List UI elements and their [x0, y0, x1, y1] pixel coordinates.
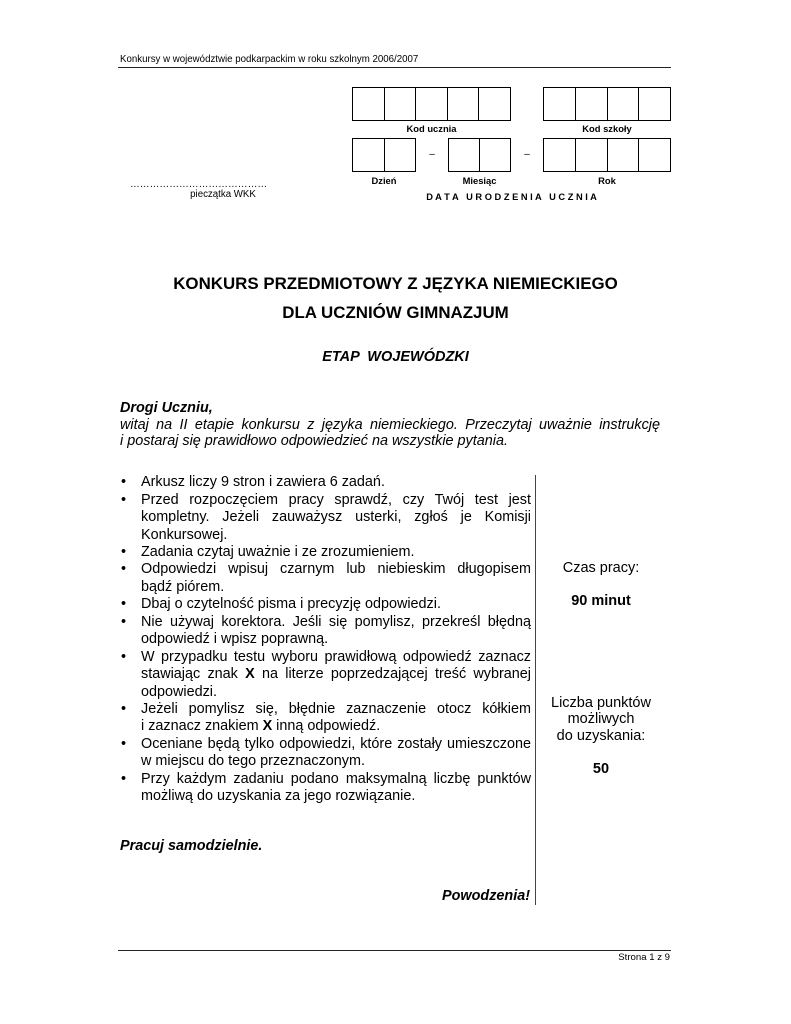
line-text: i zaznacz znakiem [141, 718, 263, 735]
bullet-icon: • [121, 561, 127, 578]
page-subtitle: DLA UCZNIÓW GIMNAZJUM [282, 303, 509, 322]
header-text: Konkursy w województwie podkarpackim w roku szkolnym 2006/2007 [120, 54, 419, 65]
school-code-box [544, 88, 576, 120]
instruction-line: Arkusz liczy 9 stron i zawiera 6 zadań. [141, 474, 385, 491]
birth-date-caption: D A T A U R O D Z E N I A U C Z N I A [426, 192, 597, 202]
student-code-box [448, 88, 480, 120]
time-value: 90 minut [571, 592, 631, 609]
instruction-item [118, 596, 532, 613]
bullet-icon: • [121, 491, 127, 508]
bullet-icon: • [121, 613, 127, 630]
instruction-item [118, 771, 532, 806]
instruction-line: Zadania czytaj uważnie i ze zrozumieniem. [141, 544, 415, 561]
bullet-icon: • [121, 474, 127, 491]
birth-month-box [449, 139, 480, 171]
points-value: 50 [592, 760, 610, 777]
greeting: Drogi Uczniu, [120, 399, 213, 416]
year-label: Rok [598, 175, 616, 186]
instruction-item [118, 561, 532, 596]
work-alone-note: Pracuj samodzielnie. [120, 837, 263, 854]
line-text: na literze poprzedzającej treść wybranej [254, 666, 531, 683]
instruction-item [118, 701, 532, 736]
intro-line: i postaraj się prawidłowo odpowiedzieć na wszystkie pytania. [120, 432, 508, 449]
line-text: stawiając znak [141, 666, 246, 683]
header-rule [118, 67, 671, 68]
instruction-item [118, 492, 532, 544]
mark-x: X [245, 666, 255, 683]
time-label: Czas pracy: [562, 559, 640, 576]
date-separator: – [524, 149, 530, 160]
instruction-line: możliwą do uzyskania za jego rozwiązanie. [141, 788, 416, 805]
student-code-box [479, 88, 510, 120]
instruction-line [141, 718, 531, 735]
school-code-box [639, 88, 670, 120]
birth-year-boxes [543, 138, 671, 172]
instruction-line: odpowiedź i wpisz poprawną. [141, 631, 329, 648]
birth-year-box [576, 139, 608, 171]
instruction-item [118, 649, 532, 701]
instruction-line: kompletny. Jeżeli zauważysz usterki, zgłoś je Komisji [141, 509, 531, 526]
birth-year-box [639, 139, 670, 171]
day-label: Dzień [371, 175, 397, 186]
instruction-line: W przypadku testu wyboru prawidłową odpowiedź zaznacz [141, 648, 531, 665]
instruction-line: Dbaj o czytelność pisma i precyzję odpowiedzi. [141, 596, 441, 613]
birth-month-box [480, 139, 510, 171]
bullet-icon: • [121, 735, 127, 752]
month-label: Miesiąc [462, 175, 497, 186]
intro-line: witaj na II etapie konkursu z języka niemieckiego. Przeczytaj uważnie instrukcję [120, 416, 660, 433]
points-label-line: możliwych [567, 710, 635, 727]
school-code-box [608, 88, 640, 120]
mark-x: X [262, 718, 273, 735]
instruction-item [118, 474, 532, 491]
column-divider [535, 475, 536, 905]
birth-year-box [608, 139, 640, 171]
stamp-dotted-line: …………………………………… [130, 179, 268, 190]
instruction-list [118, 474, 532, 805]
birth-month-boxes [448, 138, 511, 172]
instruction-line: bądź piórem. [141, 578, 225, 595]
instruction-line: Oceniane będą tylko odpowiedzi, które zostały umieszczone [141, 735, 531, 752]
school-code-boxes [543, 87, 671, 121]
bullet-icon: • [121, 648, 127, 665]
instruction-line: Przy każdym zadaniu podano maksymalną liczbę punktów [141, 770, 531, 787]
bullet-icon: • [121, 770, 127, 787]
instruction-item [118, 614, 532, 649]
points-label-line: Liczba punktów [551, 694, 651, 711]
school-code-box [576, 88, 608, 120]
instruction-line: odpowiedzi. [141, 683, 218, 700]
instruction-line: Przed rozpoczęciem pracy sprawdź, czy Twój test jest [141, 491, 531, 508]
page-title: KONKURS PRZEDMIOTOWY Z JĘZYKA NIEMIECKIEGO [173, 274, 618, 293]
birth-day-box [385, 139, 416, 171]
student-code-box [353, 88, 385, 120]
bullet-icon: • [121, 596, 127, 613]
footer-rule [118, 950, 671, 951]
instruction-item [118, 544, 532, 561]
birth-day-box [353, 139, 385, 171]
instruction-line: Konkursowej. [141, 526, 228, 543]
student-code-label: Kod ucznia [406, 123, 457, 134]
student-code-box [385, 88, 417, 120]
birth-year-box [544, 139, 576, 171]
student-code-boxes [352, 87, 511, 121]
stage-title: ETAP WOJEWÓDZKI [322, 349, 469, 365]
stamp-label: pieczątka WKK [190, 189, 256, 200]
instruction-item [118, 736, 532, 771]
student-code-box [416, 88, 448, 120]
school-code-label: Kod szkoły [582, 123, 632, 134]
line-text: inną odpowiedź. [272, 718, 381, 735]
points-label-line: do uzyskania: [556, 727, 646, 744]
instruction-line: Nie używaj korektora. Jeśli się pomylisz, przekreśl błędną [141, 613, 531, 630]
instruction-line [141, 666, 531, 683]
instruction-line: Jeżeli pomylisz się, błędnie zaznaczenie otocz kółkiem [141, 700, 531, 717]
date-separator: – [429, 149, 435, 160]
instruction-line: Odpowiedzi wpisuj czarnym lub niebieskim długopisem [141, 561, 531, 578]
bullet-icon: • [121, 700, 127, 717]
good-luck-note: Powodzenia! [442, 887, 530, 904]
bullet-icon: • [121, 544, 127, 561]
instruction-line: w miejscu do tego przeznaczonym. [141, 753, 365, 770]
page-number: Strona 1 z 9 [618, 952, 670, 963]
birth-day-boxes [352, 138, 416, 172]
